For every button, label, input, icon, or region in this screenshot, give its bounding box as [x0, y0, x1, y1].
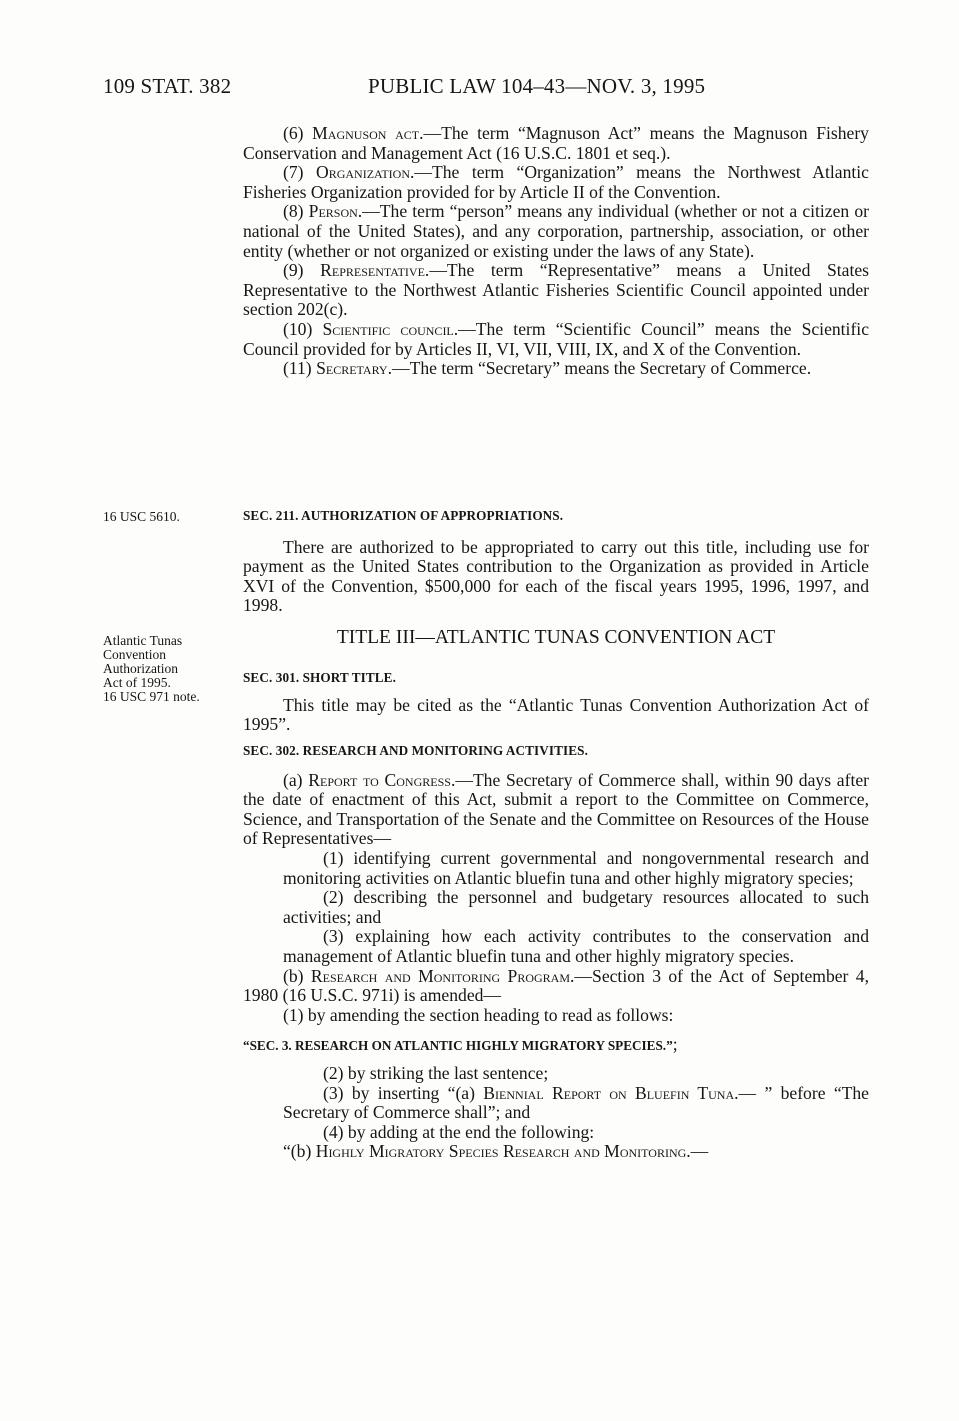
section-302-b4: (4) by adding at the end the following: [323, 1121, 595, 1142]
title-3-heading: TITLE III—ATLANTIC TUNAS CONVENTION ACT [336, 627, 776, 648]
definitions-block [243, 124, 869, 379]
section-302-b: (b) Research and Monitoring Program.—Section 3 of the Act of September 4, 1980 (16 U.S.C. 971i) is amended— [243, 965, 869, 1006]
section-301 [243, 668, 869, 735]
definition-6: (6) Magnuson act.—The term “Magnuson Act” means the Magnuson Fishery Conservation and Management Act (16 U.S.C. 1801 et seq.). [243, 123, 869, 163]
section-301-heading: SEC. 301. SHORT TITLE. [243, 670, 396, 685]
section-302-a: (a) Report to Congress.—The Secretary of Commerce shall, within 90 days after the date of enactment of this Act, submit a report to the Committee on Commerce, Science, and Transportation of the Senate and the Committee on Resources of the House of Representatives— [243, 769, 870, 849]
section-302-heading: SEC. 302. RESEARCH AND MONITORING ACTIVITIES. [243, 743, 589, 758]
section-302-a-item: (2) describing the personnel and budgetary resources allocated to such activities; and [283, 887, 869, 927]
margin-note-title3 [103, 634, 233, 704]
title-3 [243, 628, 869, 648]
section-302-a-item: (3) explaining how each activity contributes to the conservation and management of Atlantic bluefin tuna and other highly migratory species. [283, 926, 869, 966]
margin-note-line: Authorization [103, 661, 178, 676]
section-211-text: There are authorized to be appropriated to carry out this title, including use for payment as the United States contribution to the Organization as provided in Article XVI of the Convention, $500,000 for each of the fiscal years 1995, 1996, 1997, and 1998. [243, 536, 869, 616]
section-302-b2: (2) by striking the last sentence; [323, 1062, 549, 1083]
definition-7: (7) Organization.—The term “Organization” means the Northwest Atlantic Fisheries Organization provided for by Article II of the Convention. [243, 162, 869, 202]
page-stat-citation: 109 STAT. 382 [103, 74, 232, 98]
section-211-heading: SEC. 211. AUTHORIZATION OF APPROPRIATIONS. [243, 508, 564, 523]
definition-8: (8) Person.—The term “person” means any individual (whether or not a citizen or national of the United States), and any corporation, partnership, association, or other entity (whether or not organized or existing under the laws of any State). [243, 201, 869, 261]
definition-9: (9) Representative.—The term “Representative” means a United States Representative to the Northwest Atlantic Fisheries Scientific Council appointed under section 202(c). [243, 260, 870, 320]
section-302-b5: “(b) Highly Migratory Species Research and Monitoring.— [283, 1141, 709, 1162]
section-211 [243, 506, 869, 616]
section-302-b-items [243, 1064, 869, 1162]
section-302 [243, 741, 869, 1162]
definition-10: (10) Scientific council.—The term “Scientific Council” means the Scientific Council provided for by Articles II, VI, VII, VIII, IX, and X of the Convention. [243, 318, 870, 359]
margin-note-line: 16 USC 971 note. [103, 689, 200, 704]
definition-11: (11) Secretary.—The term “Secretary” means the Secretary of Commerce. [283, 358, 812, 379]
section-302-b1: (1) by amending the section heading to read as follows: [283, 1004, 674, 1025]
section-302-a-items [243, 849, 869, 967]
margin-note-line: Atlantic Tunas [103, 633, 183, 648]
section-302-a-item: (1) identifying current governmental and nongovernmental research and monitoring activities on Atlantic bluefin tuna and other highly migratory species; [283, 847, 869, 888]
running-head: PUBLIC LAW 104–43—NOV. 3, 1995 [368, 74, 706, 98]
quoted-section-heading: “SEC. 3. RESEARCH ON ATLANTIC HIGHLY MIGRATORY SPECIES.” [243, 1038, 673, 1054]
margin-note-line: Convention [103, 647, 166, 662]
margin-note-line: Act of 1995. [103, 675, 171, 690]
quoted-heading-line: “SEC. 3. RESEARCH ON ATLANTIC HIGHLY MIGRATORY SPECIES.”; [243, 1034, 678, 1055]
section-302-b3: (3) by inserting “(a) Biennial Report on Bluefin Tuna.— ” before “The Secretary of Commerce shall”; and [283, 1082, 869, 1123]
margin-note-sec211: 16 USC 5610. [103, 509, 180, 524]
section-301-text: This title may be cited as the “Atlantic Tunas Convention Authorization Act of 1995”. [243, 694, 869, 735]
